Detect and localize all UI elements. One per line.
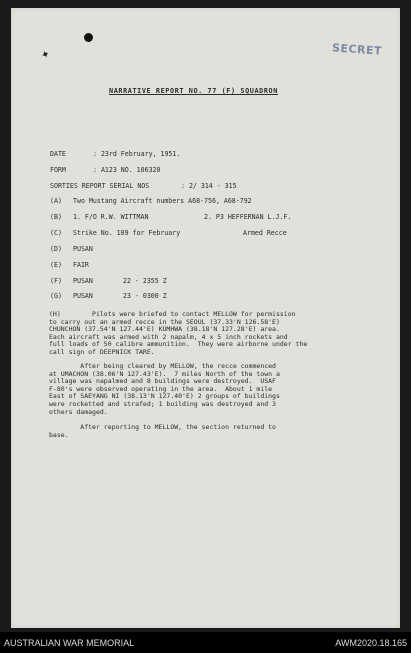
report-title: NARRATIVE REPORT NO. 77 (F) SQUADRON <box>109 87 278 95</box>
date-label: DATE <box>50 150 66 158</box>
handwritten-mark: ✦ <box>38 44 53 64</box>
item-e-label: (E) <box>50 261 62 269</box>
item-f-time: 22 - 2355 Z <box>123 277 167 285</box>
item-b-pilot-1: 1. F/O R.W. WITTMAN <box>73 213 149 221</box>
date-value: : 23rd February, 1951. <box>93 150 181 158</box>
footer-source: AUSTRALIAN WAR MEMORIAL <box>4 638 135 648</box>
item-e-text: FAIR <box>73 261 89 269</box>
narrative-paragraph-2: After being cleared by MELLOW, the recce commenced at UMACHON (38.06'N 127.43'E). 7 miles North of the town a village was napalmed and 8 buildings were destroyed. USAF F-80's were observed operating in the area. About 1 mile East of SAEYANG NI (38.13'N 127.40'E) 2 groups of buildings were rocketted and strafed; 1 building was destroyed and 3 others damaged. <box>49 362 280 416</box>
item-b-label: (B) <box>50 213 62 221</box>
item-f-label: (F) <box>50 277 62 285</box>
item-c-text: Strike No. 109 for February <box>73 229 181 237</box>
item-d-label: (D) <box>50 245 62 253</box>
item-a-text: Two Mustang Aircraft numbers A68-756, A68-792 <box>73 197 252 205</box>
document-page <box>11 8 400 628</box>
form-label: FORM <box>50 166 66 174</box>
item-b-pilot-2: 2. P3 HEFFERNAN L.J.F. <box>204 213 292 221</box>
item-g-label: (G) <box>50 292 62 300</box>
item-f-place: PUSAN <box>73 277 93 285</box>
punch-hole <box>84 33 93 42</box>
narrative-paragraph-1: (H) Pilots were briefed to contact MELLOW for permission to carry out an armed recce in the SEOUL (37.33'N 126.58'E) CHUNCHON (37.54'N 127.44'E) KUMHWA (38.18'N 127.28'E) area. Each aircraft was armed with 2 napalm, 4 x 5 inch rockets and full loads of 50 calibre ammunition. They were airborne under the call sign of DEEPNICK TARE. <box>49 310 308 356</box>
item-d-text: PUSAN <box>73 245 93 253</box>
item-a-label: (A) <box>50 197 62 205</box>
sorties-value: : 2/ 314 - 315 <box>181 182 237 190</box>
item-g-time: 23 - 0300 Z <box>123 292 167 300</box>
item-c-label: (C) <box>50 229 62 237</box>
footer-bar <box>0 632 411 653</box>
narrative-paragraph-3: After reporting to MELLOW, the section returned to base. <box>49 423 276 439</box>
footer-accession-number: AWM2020.18.165 <box>335 638 407 648</box>
form-value: : A123 NO. 106320 <box>93 166 161 174</box>
item-c-type: Armed Recce <box>243 229 287 237</box>
sorties-label: SORTIES REPORT SERIAL NOS <box>50 182 150 190</box>
secret-stamp: SECRET <box>331 41 383 58</box>
item-g-place: PUSAN <box>73 292 93 300</box>
